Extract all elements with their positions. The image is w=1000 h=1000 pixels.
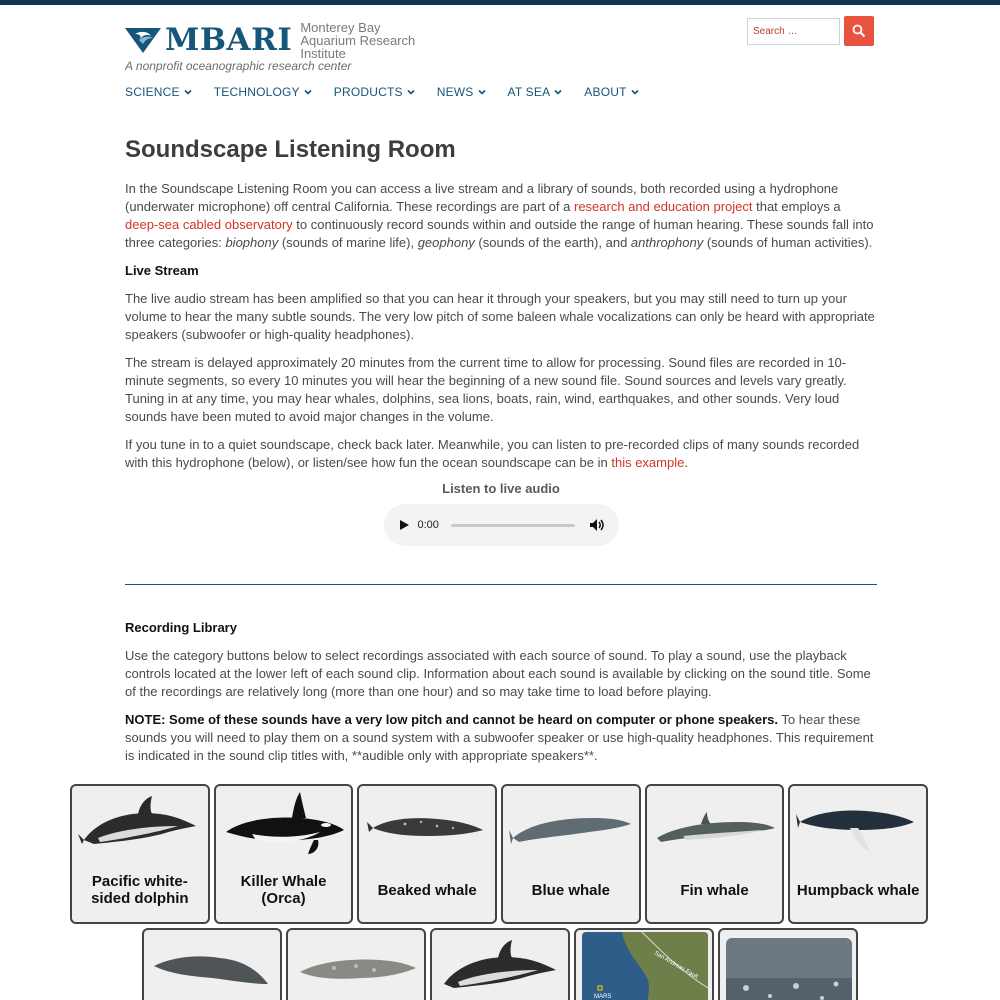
main-content (125, 134, 877, 765)
card-pacific-white-sided-dolphin[interactable] (70, 784, 210, 924)
chevron-down-icon (407, 88, 415, 96)
card-label: Killer Whale (Orca) (240, 873, 327, 907)
live-stream-heading: Live Stream (125, 263, 199, 278)
nav-label: PRODUCTS (333, 85, 403, 99)
search-input[interactable]: Search … (747, 18, 840, 45)
card-killer-whale[interactable] (214, 784, 354, 924)
sperm-whale-image (150, 936, 274, 1000)
card-label: Humpback whale (796, 881, 920, 899)
gray-whale-image (294, 936, 418, 1000)
card-label: Blue whale (531, 881, 611, 899)
card-label: Fin whale (680, 881, 749, 899)
card-dolphin[interactable] (430, 928, 570, 1000)
orca-image (222, 792, 346, 856)
audio-progress-slider[interactable] (451, 524, 575, 527)
top-bar (0, 0, 1000, 5)
observatory-link[interactable]: deep-sea cabled observatory (125, 217, 293, 232)
nav-products[interactable] (334, 85, 415, 99)
example-link[interactable]: this example (611, 455, 685, 470)
intro-emphasis: anthrophony (630, 235, 704, 250)
search-button[interactable] (844, 16, 874, 46)
search-icon (852, 24, 866, 38)
dolphin-image (78, 792, 202, 856)
nav-label: SCIENCE (125, 85, 180, 99)
chevron-down-icon (631, 88, 639, 96)
live-text: If you tune in to a quiet soundscape, check back later. Meanwhile, you can listen to pre-recorded clips of many sounds recorded with this hydrophone (below), or listen/see how fun the ocean soundscape can be in (125, 437, 860, 470)
note-paragraph (125, 711, 877, 765)
tagline: A nonprofit oceanographic research center (125, 59, 352, 73)
intro-emphasis: biophony (225, 235, 279, 250)
live-text: . (684, 455, 688, 470)
nav-label: TECHNOLOGY (213, 85, 300, 99)
live-paragraph-2: The stream is delayed approximately 20 minutes from the current time to allow for processing. Sound files are recorded in 10-minute segments, so every 10 minutes you will hear the beginning of a new sound file. Sound sources and levels vary greatly. Tuning in at any time, you may hear whales, dolphins, sea lions, boats, rain, wind, earthquakes, and other sounds. Very loud sounds have been muted to avoid major changes in the volume. (125, 355, 847, 424)
fault-label: San Andreas Fault (653, 950, 699, 981)
site-label: MARS (594, 994, 612, 1000)
play-icon[interactable] (398, 519, 410, 531)
beaked-whale-image (365, 792, 489, 856)
intro-text: In the Soundscape Listening Room you can access a live stream and a library of sounds, both recorded using a hydrophone (underwater microphone) off central California. These recordings are part of a (125, 181, 839, 214)
logo-wordmark: MBARI (165, 22, 293, 58)
card-earthquake-map[interactable] (574, 928, 714, 1000)
section-divider (125, 584, 877, 585)
card-label: Beaked whale (377, 881, 477, 899)
card-fin-whale[interactable] (645, 784, 785, 924)
nav-about[interactable] (584, 85, 638, 99)
card-gray-whale[interactable] (286, 928, 426, 1000)
intro-text: (sounds of human activities). (703, 235, 873, 250)
category-buttons (70, 784, 932, 1000)
recording-library-heading: Recording Library (125, 620, 237, 635)
nav-science[interactable] (125, 85, 192, 99)
nav-label: AT SEA (507, 85, 551, 99)
map-image (582, 932, 708, 1000)
card-blue-whale[interactable] (501, 784, 641, 924)
card-label: Pacific white-sided dolphin (91, 873, 189, 907)
note-text: To hear these sounds you will need to play them on a sound system with a subwoofer speaker or use high-quality headphones. This requirement is indicated in the sound clip titles with, **audible only with appropriate speakers**. (125, 712, 874, 763)
rain-image (726, 938, 852, 1000)
nav-news[interactable] (437, 85, 486, 99)
research-project-link[interactable]: research and education project (573, 199, 753, 214)
nav-technology[interactable] (214, 85, 312, 99)
logo-subtitle: Monterey Bay Aquarium Research Institute (300, 19, 416, 61)
nav-at-sea[interactable] (508, 85, 563, 99)
audio-player (384, 504, 619, 546)
nav-label: NEWS (436, 85, 474, 99)
library-paragraph: Use the category buttons below to select recordings associated with each source of sound. To play a sound, use the playback controls located at the lower left of each sound clip. Information about each sound is available by clicking on the sound title. Some of the recordings are relatively long (more than one hour) and so may take time to load before playing. (125, 648, 871, 699)
chevron-down-icon (478, 88, 486, 96)
card-humpback-whale[interactable] (788, 784, 928, 924)
chevron-down-icon (304, 88, 312, 96)
humpback-whale-image (796, 792, 920, 856)
live-paragraph-3 (125, 436, 877, 472)
card-rain[interactable] (718, 928, 858, 1000)
audio-label: Listen to live audio (442, 481, 560, 496)
intro-text: that employs a (752, 199, 841, 214)
page-title: Soundscape Listening Room (125, 136, 456, 163)
blue-whale-image (509, 792, 633, 856)
dolphin-image (438, 936, 562, 1000)
fin-whale-image (653, 792, 777, 856)
volume-icon[interactable] (589, 518, 605, 532)
intro-paragraph (125, 180, 877, 252)
intro-emphasis: geophony (417, 235, 475, 250)
live-paragraph-1: The live audio stream has been amplified so that you can hear it through your speakers, but you may still need to turn up your volume to hear the many subtle sounds. The very low pitch of some baleen whale vocalizations can only be heard with appropriate speakers (subwoofer or high-quality headphones). (125, 291, 875, 342)
chevron-down-icon (554, 88, 562, 96)
main-nav (125, 85, 661, 99)
mbari-wave-icon (125, 26, 161, 54)
intro-text: (sounds of the earth), and (474, 235, 631, 250)
note-bold: NOTE: Some of these sounds have a very low pitch and cannot be heard on computer or phone speakers. (125, 712, 779, 727)
card-beaked-whale[interactable] (357, 784, 497, 924)
mbari-logo[interactable] (125, 19, 430, 61)
intro-text: (sounds of marine life), (278, 235, 418, 250)
intro-text: to continuously record sounds within and outside the range of human hearing. These sounds fall into three categories: (125, 217, 874, 250)
nav-label: ABOUT (584, 85, 627, 99)
audio-time: 0:00 (417, 519, 439, 531)
card-sperm-whale[interactable] (142, 928, 282, 1000)
chevron-down-icon (184, 88, 192, 96)
